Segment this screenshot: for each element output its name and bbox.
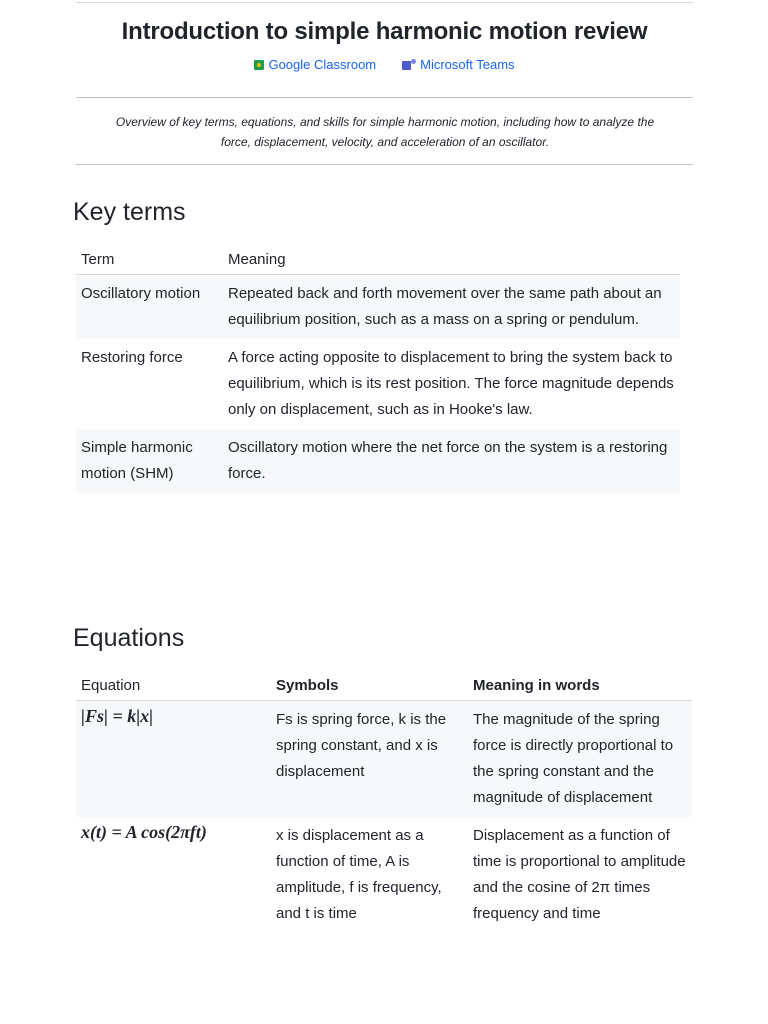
column-header-meaning-in-words: Meaning in words [468,670,692,701]
table-row [76,817,692,933]
intro-divider-bottom [76,164,693,165]
meaning-cell: Oscillatory motion where the net force on the system is a restoring force. [223,429,680,493]
key-terms-header-row [76,244,680,275]
meaning-cell: Displacement as a function of time is proportional to amplitude and the cosine of 2π times frequency and time [473,827,686,922]
table-row [76,339,680,429]
column-header-term: Term [76,244,223,275]
table-row [76,429,680,493]
top-divider [76,2,693,3]
equations-heading: Equations [73,624,185,652]
symbols-cell: x is displacement as a function of time, A is amplitude, f is frequency, and t is time [276,827,442,922]
google-classroom-label: Google Classroom [268,57,377,72]
page-title: Introduction to simple harmonic motion review [121,18,648,45]
equations-header-row [76,670,692,701]
equation-cell: |Fs| = k|x| [76,701,271,818]
column-header-symbols: Symbols [271,670,468,701]
term-cell: Oscillatory motion [76,275,223,340]
term-cell: Restoring force [81,349,183,366]
key-terms-table [76,244,680,493]
share-links [76,57,693,72]
equations-table [76,670,692,933]
intro-summary: Overview of key terms, equations, and skills for simple harmonic motion, including how to analyze the force, displacement, velocity, and acceleration of an oscillator. [115,115,655,149]
meaning-cell: The magnitude of the spring force is directly proportional to the spring constant and the magnitude of displacement [468,701,692,818]
key-terms-heading: Key terms [73,198,186,226]
google-classroom-link[interactable] [254,57,376,72]
symbols-cell: Fs is spring force, k is the spring constant, and x is displacement [271,701,468,818]
meaning-cell: Repeated back and forth movement over the same path about an equilibrium position, such as a mass on a spring or pendulum. [223,275,680,340]
equation-cell: x(t) = A cos(2πft) [81,822,207,842]
microsoft-teams-link[interactable] [402,57,514,72]
meaning-cell: A force acting opposite to displacement to bring the system back to equilibrium, which is its rest position. The force magnitude depends only on displacement, such as in Hooke's law. [228,349,674,418]
table-row [76,275,680,340]
intro-divider-top [76,97,693,98]
term-cell: Simple harmonic motion (SHM) [76,429,223,493]
column-header-meaning: Meaning [223,244,680,275]
microsoft-teams-icon [402,59,416,70]
column-header-equation: Equation [76,670,271,701]
google-classroom-icon [254,60,264,70]
microsoft-teams-label: Microsoft Teams [420,57,515,72]
table-row [76,701,692,818]
